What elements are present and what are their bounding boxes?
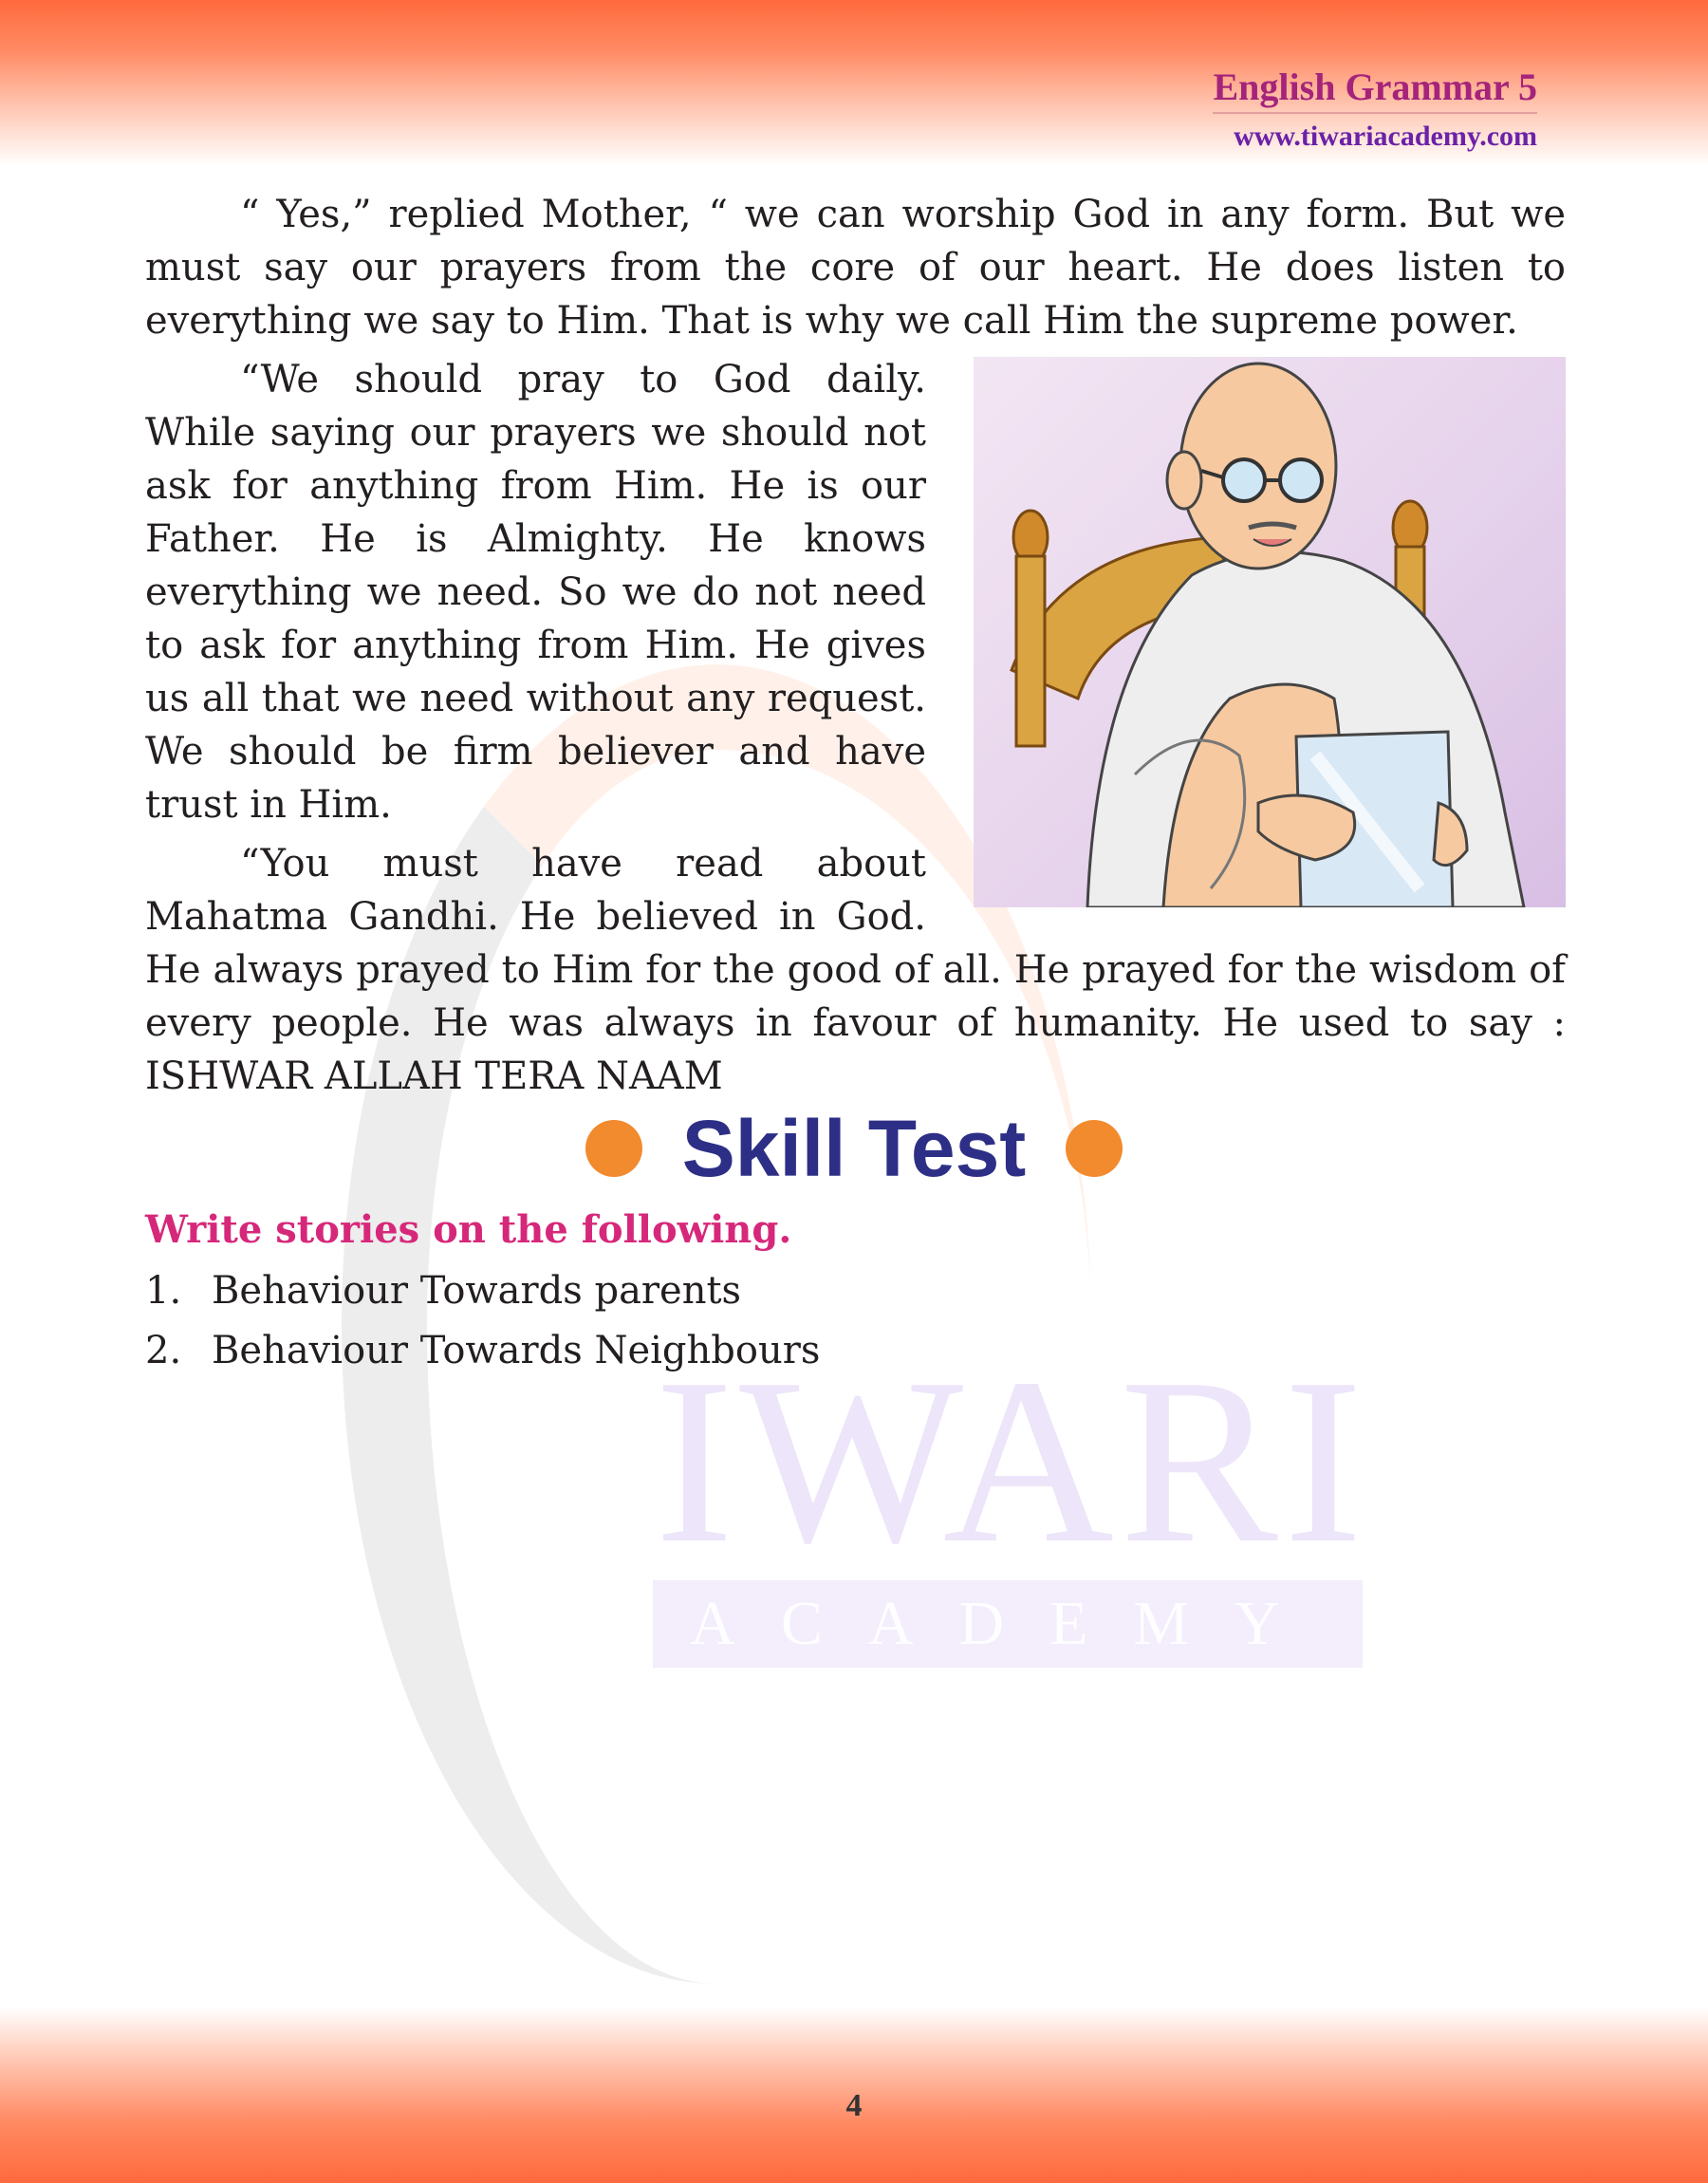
question-number: 2. [145,1329,182,1372]
orange-dot-icon [585,1120,642,1177]
question-number: 1. [145,1269,182,1313]
question-text: Behaviour Towards parents [212,1269,742,1313]
question-text: Behaviour Towards Neighbours [212,1329,821,1372]
story-paragraph-1: “ Yes,” replied Mother, “ we can worship God in any form. But we must say our prayers from the core of our heart. He does listen to everything we say to Him. That is why we call Him the supreme power. [145,193,1566,343]
skill-test-title: Skill Test [681,1104,1027,1193]
question-item [145,1264,820,1324]
page-header [1213,65,1537,156]
story-text [145,188,1566,1109]
story-paragraph-2 [145,353,1566,831]
question-list [145,1264,820,1384]
skill-test-instruction: Write stories on the following. [145,1207,792,1252]
story-paragraph-2-text: “We should pray to God daily. While saying our prayers we should not ask for anything from Him. He is our Father. He is Almighty. He knows everything we need. So we do not need to ask for anything from Him. He gives us all that we need without any request. We should be firm believer and have trust in Him. [145,358,926,827]
website-link[interactable]: www.tiwariacademy.com [1234,121,1537,152]
story-paragraph-3: “You must have read about Mahatma Gandhi. He believed in God. He always prayed to Him for the good of all. He prayed for the wisdom of every people. He was always in favour of humanity. He used to say : ISHWAR ALLAH TERA NAAM [145,842,1566,1098]
book-title: English Grammar 5 [1213,65,1537,114]
watermark-academy: ACADEMY [653,1580,1363,1668]
question-item [145,1324,820,1384]
skill-test-heading [0,1101,1708,1196]
gandhi-illustration [974,357,1566,907]
watermark-iwari: IWARI [655,1330,1369,1593]
orange-dot-icon [1066,1120,1123,1177]
page-number: 4 [845,2088,863,2123]
